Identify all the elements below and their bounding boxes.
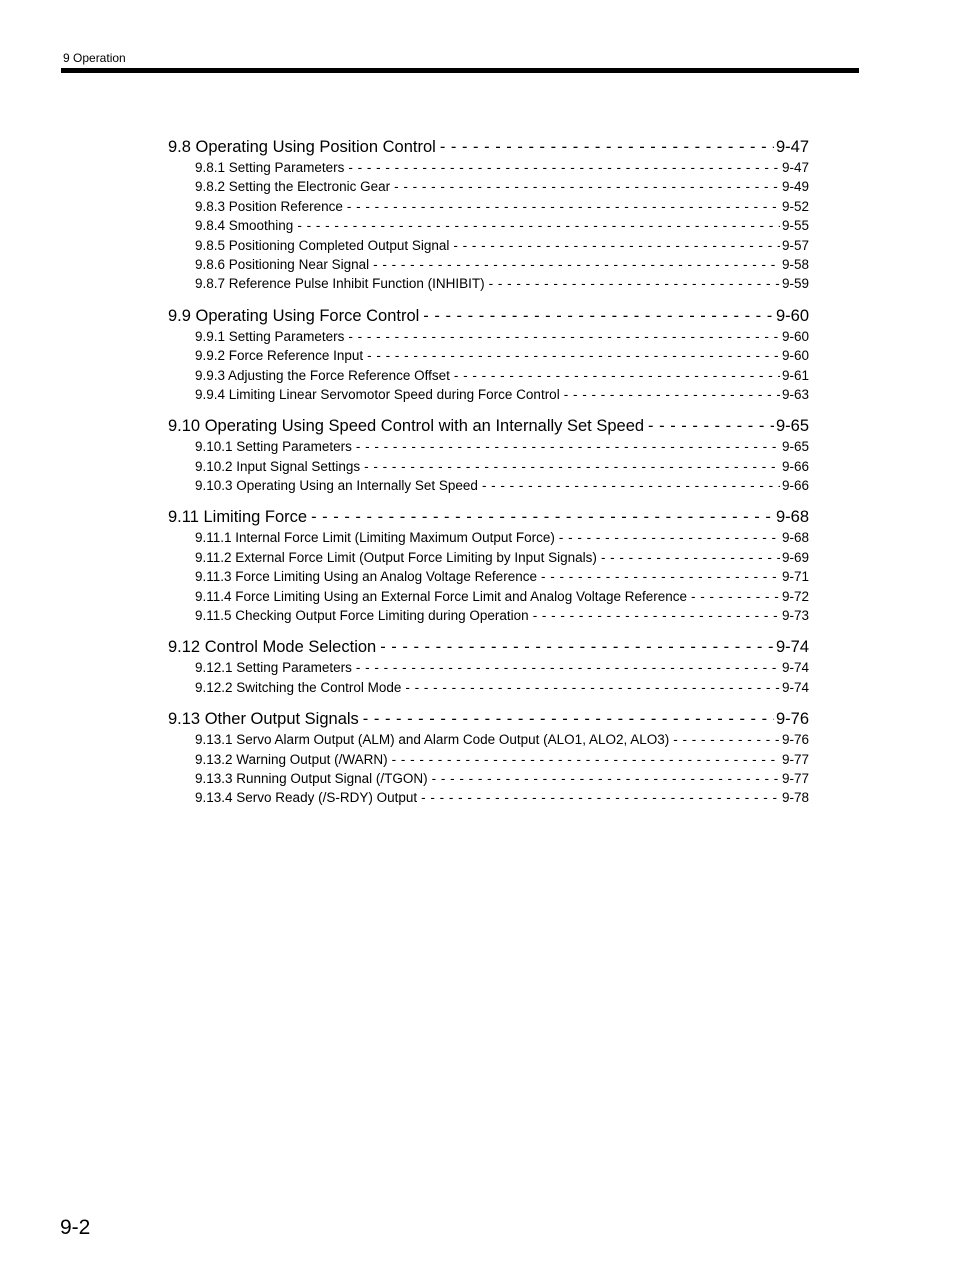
toc-subsection-entry[interactable] <box>168 274 809 293</box>
toc-subsection-entry[interactable] <box>168 346 809 365</box>
toc-entry-page: 9-72 <box>781 588 809 604</box>
toc-subsection-entry[interactable] <box>168 750 809 769</box>
toc-entry-title: 9.8.5 Positioning Completed Output Signal <box>195 237 450 253</box>
toc-entry-title: 9.9.1 Setting Parameters <box>195 328 345 344</box>
toc-entry-page: 9-66 <box>781 478 809 494</box>
toc-entry-page: 9-60 <box>775 306 809 325</box>
toc-subsection-entry[interactable] <box>168 177 809 196</box>
toc-subsection-entry[interactable] <box>168 366 809 385</box>
toc-subsection-entry[interactable] <box>168 216 809 235</box>
toc-entry-page: 9-78 <box>781 790 809 806</box>
toc-section-heading[interactable] <box>168 305 809 327</box>
toc-subsection-entry[interactable] <box>168 158 809 177</box>
dot-leader <box>423 305 774 327</box>
dot-leader <box>394 177 780 196</box>
toc-entry-page: 9-47 <box>775 138 809 156</box>
toc-entry-title: 9.10.1 Setting Parameters <box>195 439 352 455</box>
toc-entry-title: 9.8.6 Positioning Near Signal <box>195 256 370 272</box>
toc-entry-page: 9-77 <box>781 770 809 786</box>
dot-leader <box>453 236 780 255</box>
toc-subsection-entry[interactable] <box>168 476 809 495</box>
toc-section-heading[interactable] <box>168 636 809 658</box>
toc-subsection-entry[interactable] <box>168 197 809 216</box>
dot-leader <box>405 678 780 697</box>
toc-entry-title: 9.13.2 Warning Output (/WARN) <box>195 751 388 767</box>
toc-entry-title: 9.11.1 Internal Force Limit (Limiting Maximum Output Force) <box>195 530 555 546</box>
table-of-contents <box>168 136 809 808</box>
toc-section-heading[interactable] <box>168 136 809 158</box>
dot-leader <box>348 158 780 177</box>
toc-subsection-entry[interactable] <box>168 678 809 697</box>
toc-entry-title: 9.13 Other Output Signals <box>168 710 359 729</box>
toc-entry-page: 9-69 <box>781 549 809 565</box>
dot-leader <box>432 769 780 788</box>
toc-entry-title: 9.13.1 Servo Alarm Output (ALM) and Alarm Code Output (ALO1, ALO2, ALO3) <box>195 732 670 748</box>
toc-entry-page: 9-60 <box>781 348 809 364</box>
dot-leader <box>648 415 774 437</box>
toc-entry-title: 9.12.1 Setting Parameters <box>195 660 352 676</box>
running-header: 9 Operation <box>63 51 126 65</box>
toc-section-heading[interactable] <box>168 506 809 528</box>
toc-entry-page: 9-74 <box>775 638 809 657</box>
toc-entry-title: 9.11 Limiting Force <box>168 508 308 527</box>
toc-entry-title: 9.8.7 Reference Pulse Inhibit Function (INHIBIT) <box>195 276 485 292</box>
toc-entry-page: 9-74 <box>781 679 809 695</box>
dot-leader <box>541 567 780 586</box>
toc-subsection-entry[interactable] <box>168 567 809 586</box>
toc-entry-page: 9-61 <box>781 367 809 383</box>
toc-entry-page: 9-49 <box>781 179 809 195</box>
toc-entry-page: 9-68 <box>775 508 809 527</box>
dot-leader <box>364 457 780 476</box>
toc-entry-page: 9-73 <box>781 608 809 624</box>
toc-entry-page: 9-55 <box>781 218 809 234</box>
dot-leader <box>421 788 780 807</box>
toc-subsection-entry[interactable] <box>168 658 809 677</box>
toc-subsection-entry[interactable] <box>168 730 809 749</box>
toc-subsection-entry[interactable] <box>168 236 809 255</box>
dot-leader <box>356 658 780 677</box>
dot-leader <box>373 255 780 274</box>
dot-leader <box>311 506 774 528</box>
dot-leader <box>380 636 774 658</box>
dot-leader <box>356 437 780 456</box>
toc-entry-page: 9-63 <box>781 386 809 402</box>
toc-entry-page: 9-74 <box>781 660 809 676</box>
toc-section-heading[interactable] <box>168 708 809 730</box>
dot-leader <box>601 548 780 567</box>
page-number: 9-2 <box>60 1216 91 1239</box>
toc-entry-page: 9-52 <box>781 198 809 214</box>
toc-entry-title: 9.13.4 Servo Ready (/S-RDY) Output <box>195 790 418 806</box>
toc-entry-title: 9.11.3 Force Limiting Using an Analog Voltage Reference <box>195 569 537 585</box>
toc-entry-title: 9.13.3 Running Output Signal (/TGON) <box>195 770 428 786</box>
header-rule <box>61 68 859 73</box>
dot-leader <box>392 750 780 769</box>
toc-subsection-entry[interactable] <box>168 437 809 456</box>
toc-entry-page: 9-60 <box>781 328 809 344</box>
toc-entry-title: 9.8.1 Setting Parameters <box>195 160 345 175</box>
dot-leader <box>482 476 780 495</box>
toc-entry-page: 9-57 <box>781 237 809 253</box>
toc-section-heading[interactable] <box>168 415 809 437</box>
dot-leader <box>559 528 780 547</box>
toc-entry-page: 9-76 <box>781 732 809 748</box>
toc-entry-title: 9.11.4 Force Limiting Using an External Force Limit and Analog Voltage Reference <box>195 588 688 604</box>
toc-section <box>168 636 809 697</box>
dot-leader <box>691 587 780 606</box>
toc-entry-page: 9-65 <box>775 417 809 436</box>
toc-entry-page: 9-68 <box>781 530 809 546</box>
toc-entry-page: 9-66 <box>781 458 809 474</box>
toc-entry-page: 9-76 <box>775 710 809 729</box>
dot-leader <box>440 136 774 158</box>
dot-leader <box>673 730 780 749</box>
toc-subsection-entry[interactable] <box>168 606 809 625</box>
toc-entry-title: 9.12 Control Mode Selection <box>168 638 377 657</box>
dot-leader <box>363 708 774 730</box>
dot-leader <box>367 346 780 365</box>
dot-leader <box>347 197 780 216</box>
dot-leader <box>489 274 780 293</box>
toc-entry-page: 9-58 <box>781 256 809 272</box>
toc-entry-title: 9.10.3 Operating Using an Internally Set Speed <box>195 478 478 494</box>
toc-entry-title: 9.8.3 Position Reference <box>195 198 343 214</box>
toc-section <box>168 305 809 405</box>
toc-entry-title: 9.8.4 Smoothing <box>195 218 294 234</box>
toc-entry-page: 9-47 <box>781 160 809 175</box>
toc-entry-title: 9.10 Operating Using Speed Control with an Internally Set Speed <box>168 417 645 436</box>
toc-entry-title: 9.8 Operating Using Position Control <box>168 138 436 156</box>
dot-leader <box>348 327 780 346</box>
toc-subsection-entry[interactable] <box>168 587 809 606</box>
toc-subsection-entry[interactable] <box>168 528 809 547</box>
toc-entry-title: 9.11.2 External Force Limit (Output Force Limiting by Input Signals) <box>195 549 597 565</box>
dot-leader <box>564 385 780 404</box>
toc-entry-title: 9.9.3 Adjusting the Force Reference Offset <box>195 367 450 383</box>
toc-section <box>168 415 809 495</box>
toc-subsection-entry[interactable] <box>168 769 809 788</box>
toc-entry-title: 9.9.2 Force Reference Input <box>195 348 364 364</box>
toc-subsection-entry[interactable] <box>168 457 809 476</box>
toc-section <box>168 506 809 625</box>
toc-entry-title: 9.8.2 Setting the Electronic Gear <box>195 179 391 195</box>
toc-entry-title: 9.10.2 Input Signal Settings <box>195 458 361 474</box>
toc-section <box>168 708 809 808</box>
dot-leader <box>454 366 780 385</box>
toc-subsection-entry[interactable] <box>168 788 809 807</box>
toc-section <box>168 136 809 294</box>
toc-entry-page: 9-65 <box>781 439 809 455</box>
toc-entry-page: 9-59 <box>781 276 809 292</box>
toc-subsection-entry[interactable] <box>168 327 809 346</box>
toc-entry-title: 9.11.5 Checking Output Force Limiting during Operation <box>195 608 529 624</box>
toc-entry-title: 9.12.2 Switching the Control Mode <box>195 679 402 695</box>
toc-subsection-entry[interactable] <box>168 548 809 567</box>
dot-leader <box>297 216 780 235</box>
toc-subsection-entry[interactable] <box>168 385 809 404</box>
toc-entry-title: 9.9 Operating Using Force Control <box>168 306 420 325</box>
toc-entry-title: 9.9.4 Limiting Linear Servomotor Speed during Force Control <box>195 386 560 402</box>
dot-leader <box>533 606 780 625</box>
toc-subsection-entry[interactable] <box>168 255 809 274</box>
toc-entry-page: 9-77 <box>781 751 809 767</box>
toc-entry-page: 9-71 <box>781 569 809 585</box>
